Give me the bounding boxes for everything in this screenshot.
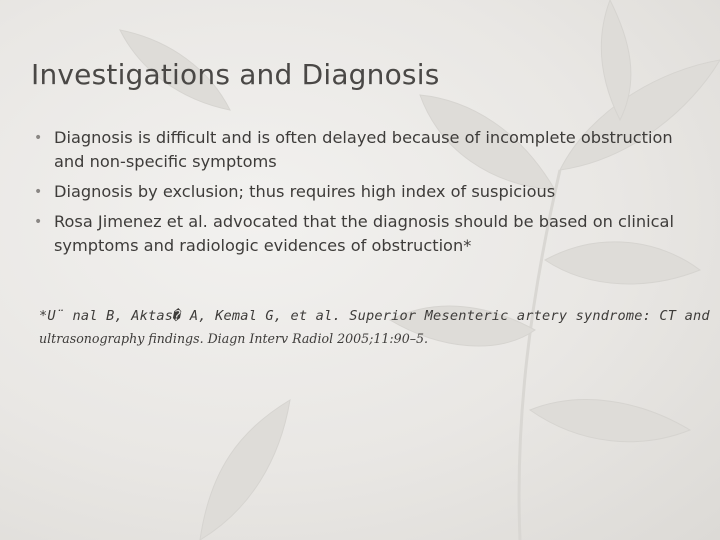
reference-line-1: *U¨ nal B, Aktas� A, Kemal G, et al. Superior Mesenteric artery syndrome: CT and [39,308,710,324]
bullet-list [34,126,694,264]
bullet-icon: • [34,184,43,200]
bullet-text: Diagnosis is difficult and is often delayed because of incomplete obstruction and non-specific symptoms [54,128,673,171]
bullet-text: Rosa Jimenez et al. advocated that the diagnosis should be based on clinical symptoms and radiologic evidences of obstruction* [54,212,674,255]
bullet-icon: • [34,214,43,230]
bullet-item [34,180,694,204]
bullet-item [34,126,694,174]
reference-line-2: ultrasonography findings. Diagn Interv Radiol 2005;11:90–5. [39,331,429,346]
slide-title: Investigations and Diagnosis [31,58,440,91]
bullet-icon: • [34,130,43,146]
bullet-item [34,210,694,258]
bullet-text: Diagnosis by exclusion; thus requires high index of suspicious [54,182,556,201]
